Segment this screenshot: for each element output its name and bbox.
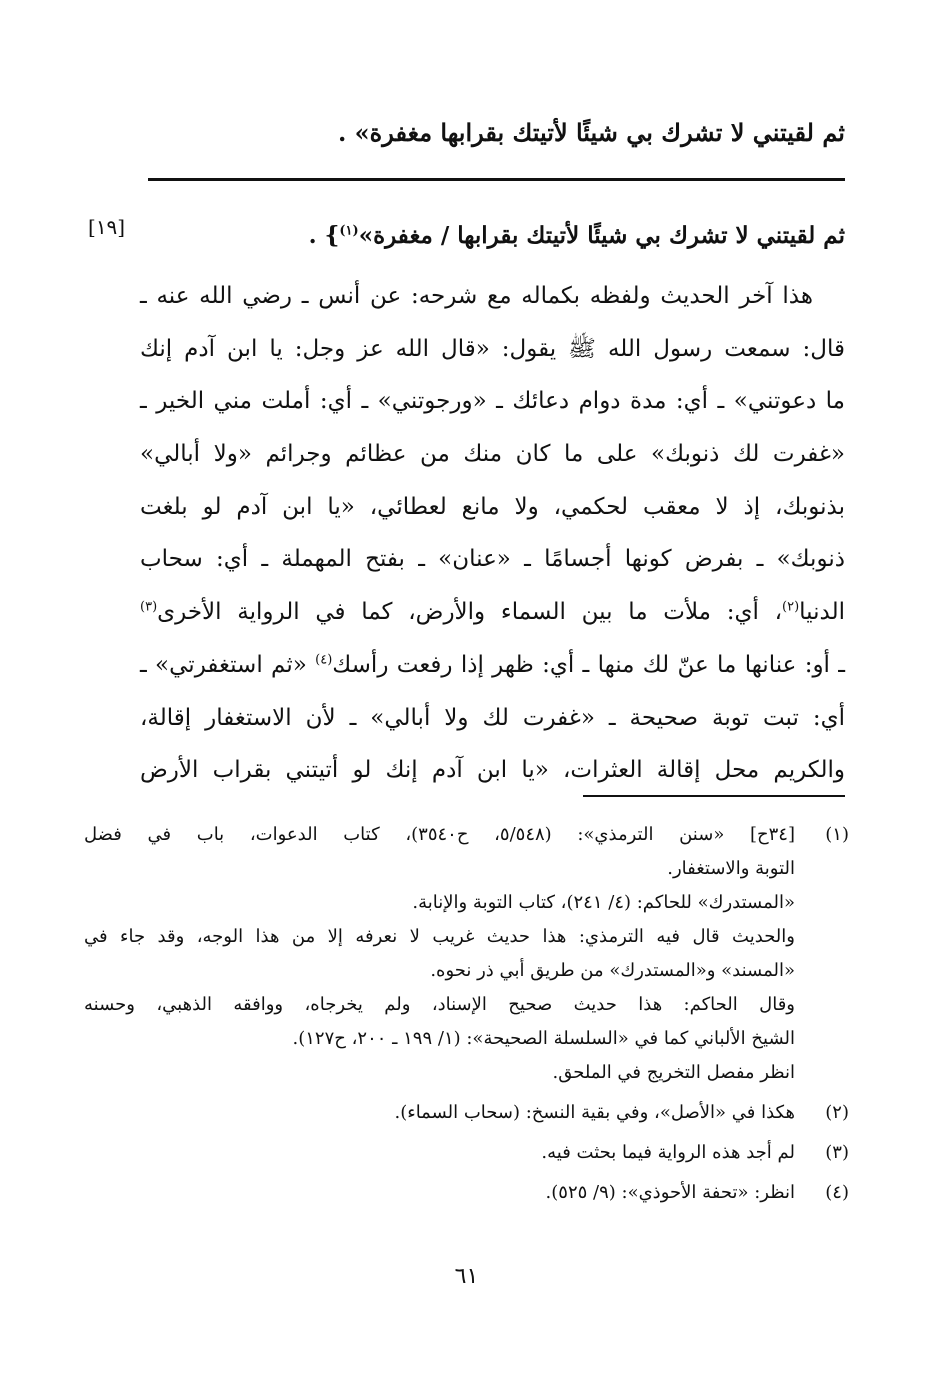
body-line: ذنوبك» ـ بفرض كونها أجسامًا ـ «عنان» ـ بفتح المهملة ـ أي: سحاب [140, 546, 845, 573]
body-line: والكريم محل إقالة العثرات، «يا ابن آدم إنك لو أتيتني بقراب الأرض [140, 757, 846, 784]
footnote-line: [٣٤ح] «سنن الترمذي»: (٥/٥٤٨، ح٣٥٤٠)، كتاب الدعوات، باب في فضل [84, 824, 796, 845]
body-text: الدنيا [799, 599, 845, 626]
body-line: هذا آخر الحديث ولفظه بكماله مع شرحه: عن أنس ـ رضي الله عنه ـ [140, 283, 813, 309]
hadith-closing-tail: } . [308, 222, 340, 249]
body-text: «ثم استغفرتي» ـ [140, 651, 316, 678]
footnote-line: الشيخ الألباني كما في «السلسلة الصحيحة»: (١/ ١٩٩ ـ ٢٠٠، ح١٢٧). [292, 1028, 795, 1049]
footnote-line: انظر مفصل التخريج في الملحق. [552, 1062, 795, 1083]
footnote-body [84, 1176, 795, 1210]
body-line: ما دعوتني» ـ أي: مدة دوام دعائك ـ «ورجوتني» ـ أي: أملت مني الخير ـ [140, 388, 845, 415]
footnote-number: (١) [825, 824, 849, 845]
body-line: بذنوبك، إذ لا معقب لحكمي، ولا مانع لعطائي، «يا ابن آدم لو بلغت [140, 493, 845, 520]
footnote-line: «المستدرك» للحاكم: (٤/ ٢٤١)، كتاب التوبة والإنابة. [412, 892, 795, 913]
footnote-ref-3[interactable]: (٣) [140, 599, 158, 615]
footnotes-divider [583, 795, 845, 797]
running-header-quote: ثم لقيتني لا تشرك بي شيئًا لأتيتك بقرابها مغفرة» . [337, 118, 845, 147]
footnote-number: (٢) [825, 1102, 849, 1123]
footnote-3 [84, 1136, 849, 1170]
footnote-line: وقال الحاكم: هذا حديث صحيح الإسناد، ولم يخرجاه، ووافقه الذهبي، وحسنه [84, 994, 795, 1015]
body-line [140, 586, 845, 639]
footnote-line: لم أجد هذه الرواية فيما بحثت فيه. [541, 1142, 795, 1163]
footnote-body [84, 1096, 795, 1130]
footnote-number: (٤) [825, 1182, 849, 1203]
footnote-body [84, 1136, 795, 1170]
footnote-ref-1[interactable]: (١) [339, 223, 359, 239]
footnote-line: التوبة والاستغفار. [667, 858, 795, 879]
body-line [140, 639, 845, 692]
footnote-1 [84, 818, 849, 1090]
hadith-closing-line [145, 222, 845, 249]
body-text: ـ أو: عنانها ما عنّ لك منها ـ أي: ظهر إذا رفعت رأسك [332, 651, 845, 678]
section-number: [١٩] [88, 215, 126, 239]
footnote-line: انظر: «تحفة الأحوذي»: (٩/ ٥٢٥). [545, 1182, 795, 1203]
body-text: ، أي: ملأت ما بين السماء والأرض، كما في الرواية الأخرى [157, 599, 783, 626]
body-line: «غفرت لك ذنوبك» على ما كان منك من عظائم وجرائم «ولا أبالي» [140, 441, 845, 468]
commentary-body [140, 270, 845, 797]
footnote-line: «المسند» و«المستدرك» من طريق أبي ذر نحوه. [430, 960, 795, 981]
footnote-line: والحديث قال فيه الترمذي: هذا حديث غريب لا نعرفه إلا من هذا الوجه، وقد جاء في [84, 926, 795, 947]
hadith-closing-text: ثم لقيتني لا تشرك بي شيئًا لأتيتك بقرابها / مغفرة» [358, 222, 845, 249]
body-line: أي: تبت توبة صحيحة ـ «غفرت لك ولا أبالي» ـ لأن الاستغفار إقالة، [140, 704, 845, 731]
footnotes [84, 818, 849, 1216]
footnote-ref-4[interactable]: (٤) [315, 652, 333, 668]
body-line: قال: سمعت رسول الله ﷺ يقول: «قال الله عز وجل: يا ابن آدم إنك [140, 335, 845, 362]
footnote-2 [84, 1096, 849, 1130]
footnote-line: هكذا في «الأصل»، وفي بقية النسخ: (سحاب السماء). [394, 1102, 795, 1123]
page-number: ٦١ [454, 1264, 479, 1289]
footnote-number: (٣) [825, 1142, 849, 1163]
footnote-4 [84, 1176, 849, 1210]
footnote-body [84, 818, 795, 1090]
header-divider [148, 178, 845, 181]
footnote-ref-2[interactable]: (٢) [782, 599, 800, 615]
